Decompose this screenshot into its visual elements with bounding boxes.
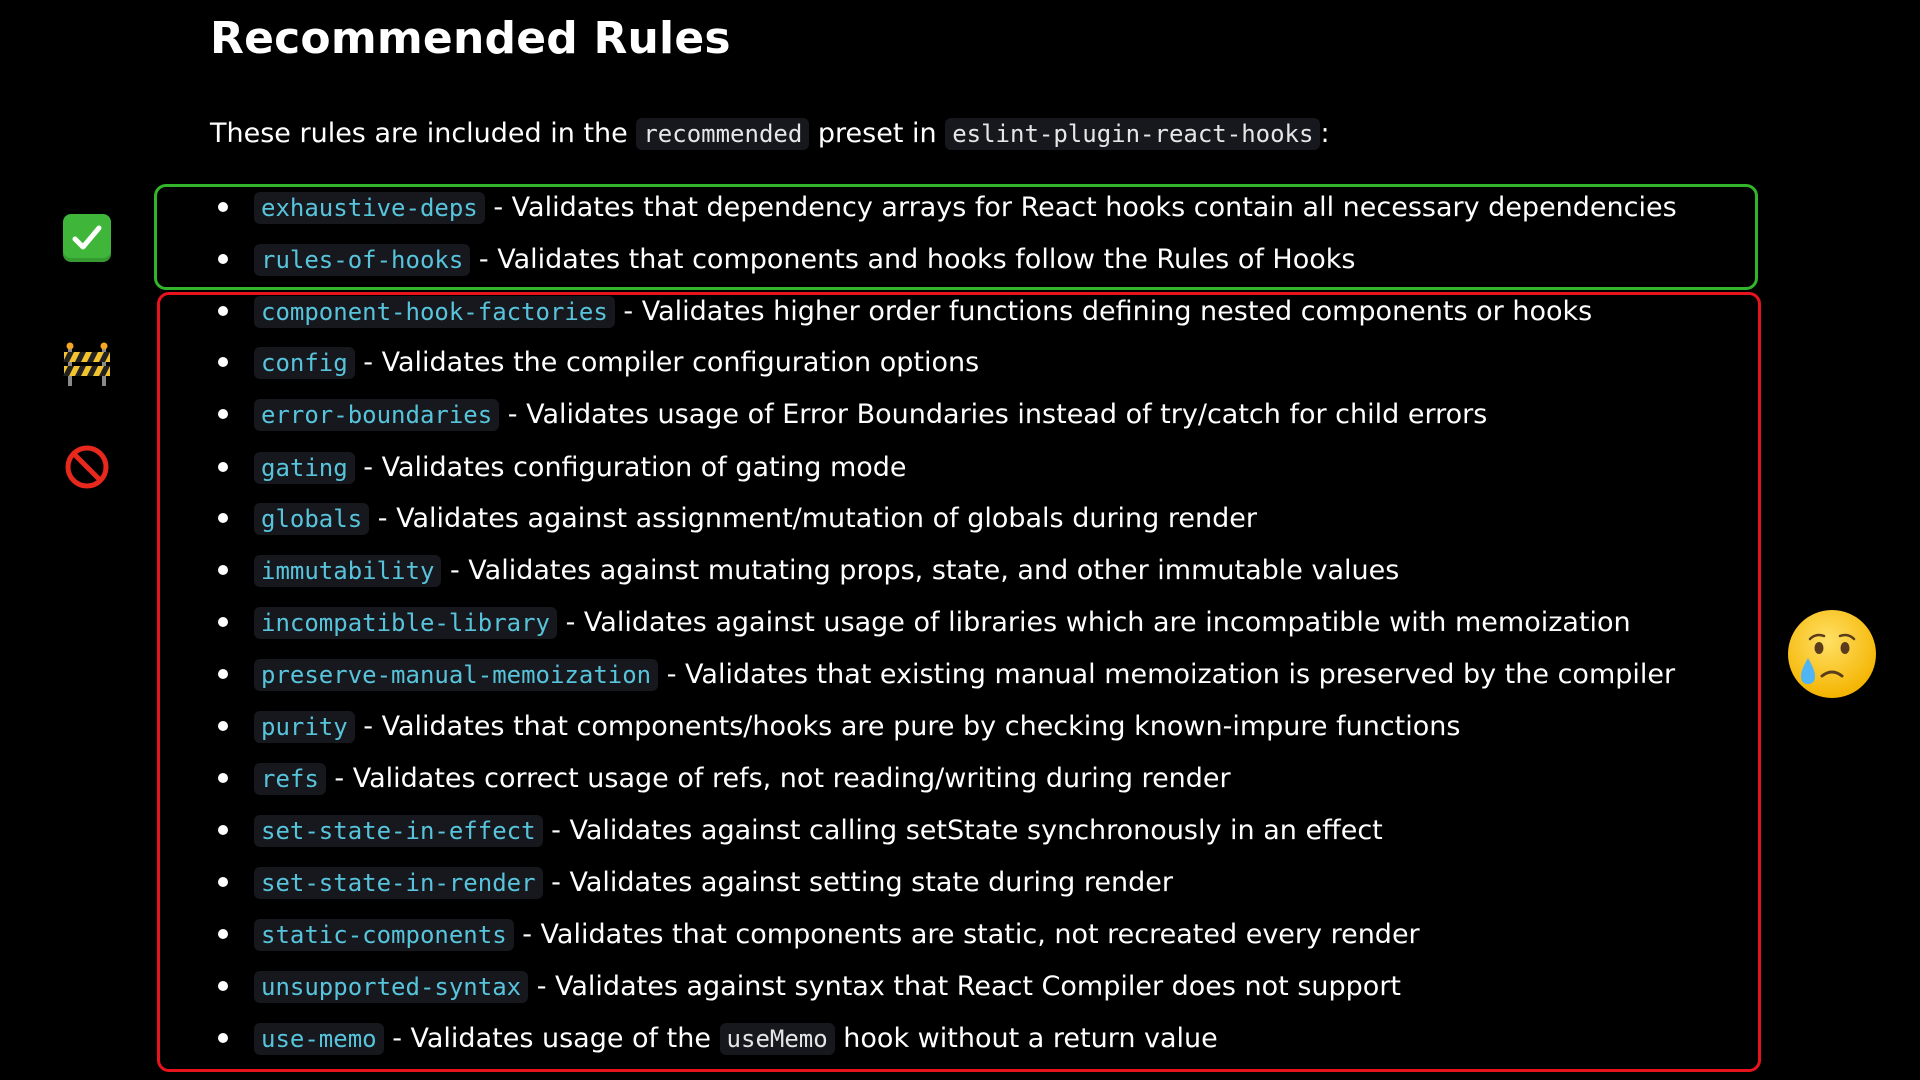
rule-description: - Validates correct usage of refs, not reading/writing during render (334, 763, 1231, 794)
bullet (218, 254, 228, 264)
bullet (218, 306, 228, 316)
construction-barrier-icon (62, 340, 112, 388)
rule-item-purity (218, 707, 1460, 747)
rule-name: set-state-in-effect (254, 815, 543, 847)
bullet (218, 1033, 228, 1043)
rule-name: config (254, 347, 355, 379)
rule-item-immutability (218, 551, 1399, 591)
rule-item-exhaustive-deps (218, 188, 1677, 228)
bullet (218, 462, 228, 472)
bullet (218, 202, 228, 212)
bullet (218, 981, 228, 991)
rule-name: exhaustive-deps (254, 192, 485, 224)
bullet (218, 825, 228, 835)
intro-text-after: : (1320, 118, 1330, 149)
rule-description: - Validates against mutating props, state, and other immutable values (449, 555, 1400, 586)
bullet (218, 513, 228, 523)
rule-name: component-hook-factories (254, 296, 615, 328)
rule-description: - Validates that dependency arrays for React hooks contain all necessary dependencies (493, 192, 1677, 223)
rule-item-globals (218, 499, 1257, 539)
rule-item-set-state-in-render (218, 863, 1173, 903)
rule-description: - Validates usage of the (392, 1023, 711, 1054)
rule-item-config (218, 343, 979, 383)
rule-description: - Validates configuration of gating mode (363, 452, 907, 483)
bullet (218, 877, 228, 887)
rule-description-after: hook without a return value (843, 1023, 1218, 1054)
rule-name: use-memo (254, 1023, 384, 1055)
rule-description: - Validates that components/hooks are pure by checking known-impure functions (363, 711, 1461, 742)
check-mark-icon (63, 214, 111, 262)
rule-description: - Validates against usage of libraries which are incompatible with memoization (565, 607, 1631, 638)
rule-name: refs (254, 763, 326, 795)
rule-item-static-components (218, 915, 1420, 955)
rule-item-unsupported-syntax (218, 967, 1401, 1007)
use-memo-inline-code: useMemo (720, 1023, 835, 1055)
rule-name: globals (254, 503, 369, 535)
bullet (218, 617, 228, 627)
rule-description: - Validates against setting state during render (551, 867, 1173, 898)
rule-name: preserve-manual-memoization (254, 659, 658, 691)
rule-item-set-state-in-effect (218, 811, 1383, 851)
rule-name: error-boundaries (254, 399, 499, 431)
rule-item-refs (218, 759, 1231, 799)
rule-name: gating (254, 452, 355, 484)
page-title: Recommended Rules (210, 13, 731, 64)
intro-text (210, 114, 1330, 154)
rule-item-error-boundaries (218, 395, 1487, 435)
rule-description: - Validates against assignment/mutation of globals during render (377, 503, 1257, 534)
rule-description: - Validates that components are static, not recreated every render (522, 919, 1420, 950)
rule-item-component-hook-factories (218, 292, 1592, 332)
bullet (218, 773, 228, 783)
recommended-preset-code: recommended (636, 118, 809, 150)
intro-text-before: These rules are included in the (210, 118, 628, 149)
bullet (218, 721, 228, 731)
rule-item-gating (218, 448, 907, 488)
rule-description: - Validates against calling setState synchronously in an effect (551, 815, 1383, 846)
rule-description: - Validates usage of Error Boundaries instead of try/catch for child errors (507, 399, 1488, 430)
rule-name: set-state-in-render (254, 867, 543, 899)
bullet (218, 929, 228, 939)
rule-item-rules-of-hooks (218, 240, 1355, 280)
rule-description: - Validates against syntax that React Compiler does not support (536, 971, 1402, 1002)
bullet (218, 357, 228, 367)
rule-description: - Validates the compiler configuration options (363, 347, 980, 378)
rule-description: - Validates higher order functions defining nested components or hooks (623, 296, 1593, 327)
rule-item-use-memo (218, 1019, 1218, 1059)
bullet (218, 409, 228, 419)
bullet (218, 669, 228, 679)
prohibited-icon (64, 444, 110, 490)
rule-name: rules-of-hooks (254, 244, 470, 276)
plugin-name-code: eslint-plugin-react-hooks (945, 118, 1320, 150)
rule-name: purity (254, 711, 355, 743)
rule-name: immutability (254, 555, 441, 587)
rule-description: - Validates that components and hooks follow the Rules of Hooks (478, 244, 1356, 275)
rule-name: static-components (254, 919, 514, 951)
rule-name: unsupported-syntax (254, 971, 528, 1003)
bullet (218, 565, 228, 575)
rule-item-preserve-manual-memoization (218, 655, 1675, 695)
rule-name: incompatible-library (254, 607, 557, 639)
intro-text-middle: preset in (817, 118, 937, 149)
rule-description: - Validates that existing manual memoization is preserved by the compiler (666, 659, 1676, 690)
rule-item-incompatible-library (218, 603, 1631, 643)
crying-face-icon (1786, 608, 1878, 700)
